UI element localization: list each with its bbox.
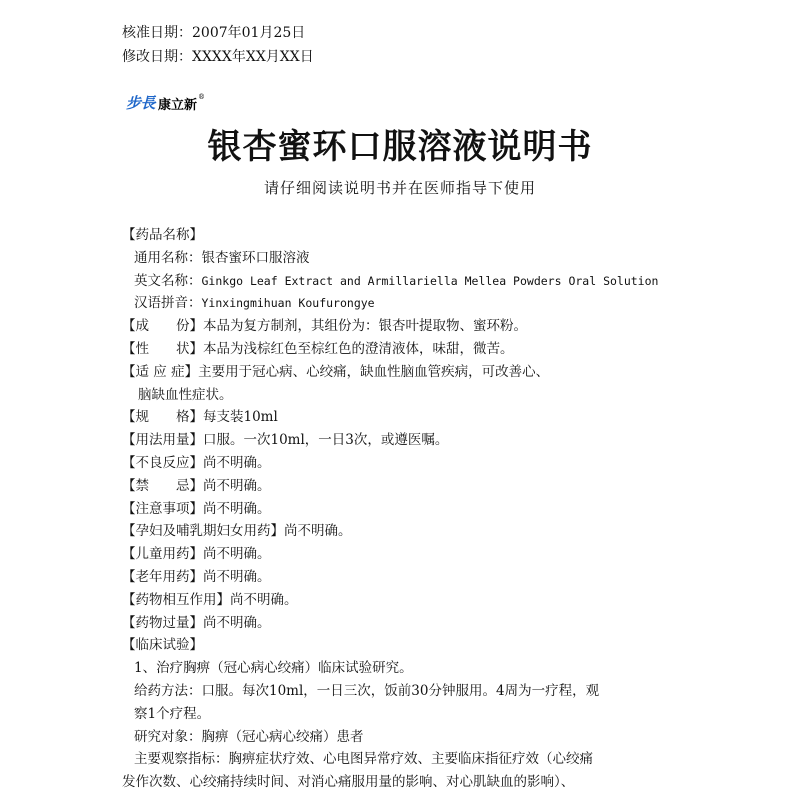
- character-value: 本品为浅棕红色至棕红色的澄清液体，味甜，微苦。: [203, 340, 514, 357]
- section-clinical-trials-header: 【临床试验】: [122, 637, 203, 654]
- children-label: 【儿童用药】: [122, 546, 203, 563]
- character-label: 【性 状】: [122, 340, 203, 357]
- section-contraindications: [122, 475, 682, 498]
- adverse-label: 【不良反应】: [122, 454, 203, 471]
- overdose-value: 尚不明确。: [203, 614, 271, 631]
- contra-label: 【禁 忌】: [122, 477, 203, 494]
- section-character: [122, 338, 682, 361]
- spec-label: 【规 格】: [122, 409, 203, 426]
- clinical-dosing-method-cont: 察1个疗程。: [134, 705, 211, 722]
- english-name: [122, 270, 682, 293]
- clinical-indicators: 主要观察指标：胸痹症状疗效、心电图异常疗效、主要临床指征疗效（心绞痛: [134, 751, 593, 768]
- clinical-study-title: 1、治疗胸痹（冠心病心绞痛）临床试验研究。: [134, 660, 413, 677]
- composition-value: 本品为复方制剂，其组份为：银杏叶提取物、蜜环粉。: [203, 318, 527, 335]
- overdose-label: 【药物过量】: [122, 614, 203, 631]
- section-interactions: [122, 589, 682, 612]
- usage-label: 【用法用量】: [122, 432, 203, 449]
- document-subtitle: 请仔细阅读说明书并在医师指导下使用: [263, 179, 536, 197]
- composition-label: 【成 份】: [122, 318, 203, 335]
- brand-logo: [126, 93, 205, 113]
- usage-value: 口服。一次10ml，一日3次，或遵医嘱。: [203, 432, 449, 449]
- section-elderly: [122, 566, 682, 589]
- section-overdose: [122, 612, 682, 635]
- section-adverse-reactions: [122, 452, 682, 475]
- section-indication: [122, 361, 682, 384]
- indication-continuation: 脑缺血性症状。: [138, 386, 233, 403]
- adverse-value: 尚不明确。: [203, 454, 271, 471]
- interaction-value: 尚不明确。: [230, 591, 298, 608]
- contra-value: 尚不明确。: [203, 477, 271, 494]
- english-name-value: Ginkgo Leaf Extract and Armillariella Mellea Powders Oral Solution: [201, 273, 659, 288]
- logo-product-name: 康立新: [158, 98, 198, 113]
- revision-date: 修改日期：XXXX年XX月XX日: [122, 49, 314, 65]
- caution-label: 【注意事项】: [122, 500, 203, 517]
- section-drug-name-header: 【药品名称】: [122, 227, 203, 243]
- caution-value: 尚不明确。: [203, 500, 271, 517]
- section-children: [122, 543, 682, 566]
- children-value: 尚不明确。: [203, 546, 271, 563]
- pregnancy-label: 【孕妇及哺乳期妇女用药】: [122, 523, 284, 540]
- interaction-label: 【药物相互作用】: [122, 591, 230, 608]
- pinyin-name: [122, 292, 682, 315]
- indication-label: 【适 应 症】: [122, 363, 199, 380]
- pregnancy-value: 尚不明确。: [284, 523, 352, 540]
- english-name-label: 英文名称：: [134, 272, 202, 289]
- clinical-dosing-method: 给药方法：口服。每次10ml，一日三次，饭前30分钟服用。4周为一疗程，观: [134, 682, 600, 699]
- elderly-label: 【老年用药】: [122, 568, 203, 585]
- elderly-value: 尚不明确。: [203, 568, 271, 585]
- logo-brand-text: 步長: [126, 94, 156, 112]
- clinical-subjects: 研究对象：胸痹（冠心病心绞痛）患者: [134, 728, 364, 745]
- section-usage: [122, 429, 682, 452]
- spec-value: 每支装10ml: [203, 409, 278, 426]
- clinical-indicators-cont: 发作次数、心绞痛持续时间、对消心痛服用量的影响、对心肌缺血的影响）、: [122, 774, 575, 791]
- pinyin-name-value: Yinxingmihuan Koufurongye: [201, 296, 375, 311]
- section-specification: [122, 406, 682, 429]
- pinyin-name-label: 汉语拼音：: [134, 295, 202, 312]
- document-title: 银杏蜜环口服溶液说明书: [207, 127, 593, 167]
- indication-value: 主要用于冠心病、心绞痛，缺血性脑血管疾病，可改善心、: [198, 363, 550, 380]
- registered-mark: ®: [198, 93, 206, 101]
- leaflet-body: [122, 224, 682, 794]
- section-pregnancy: [122, 520, 682, 543]
- section-precautions: [122, 498, 682, 521]
- approval-date: 核准日期：2007年01月25日: [122, 25, 306, 41]
- section-composition: [122, 315, 682, 338]
- generic-name: 通用名称：银杏蜜环口服溶液: [134, 249, 310, 266]
